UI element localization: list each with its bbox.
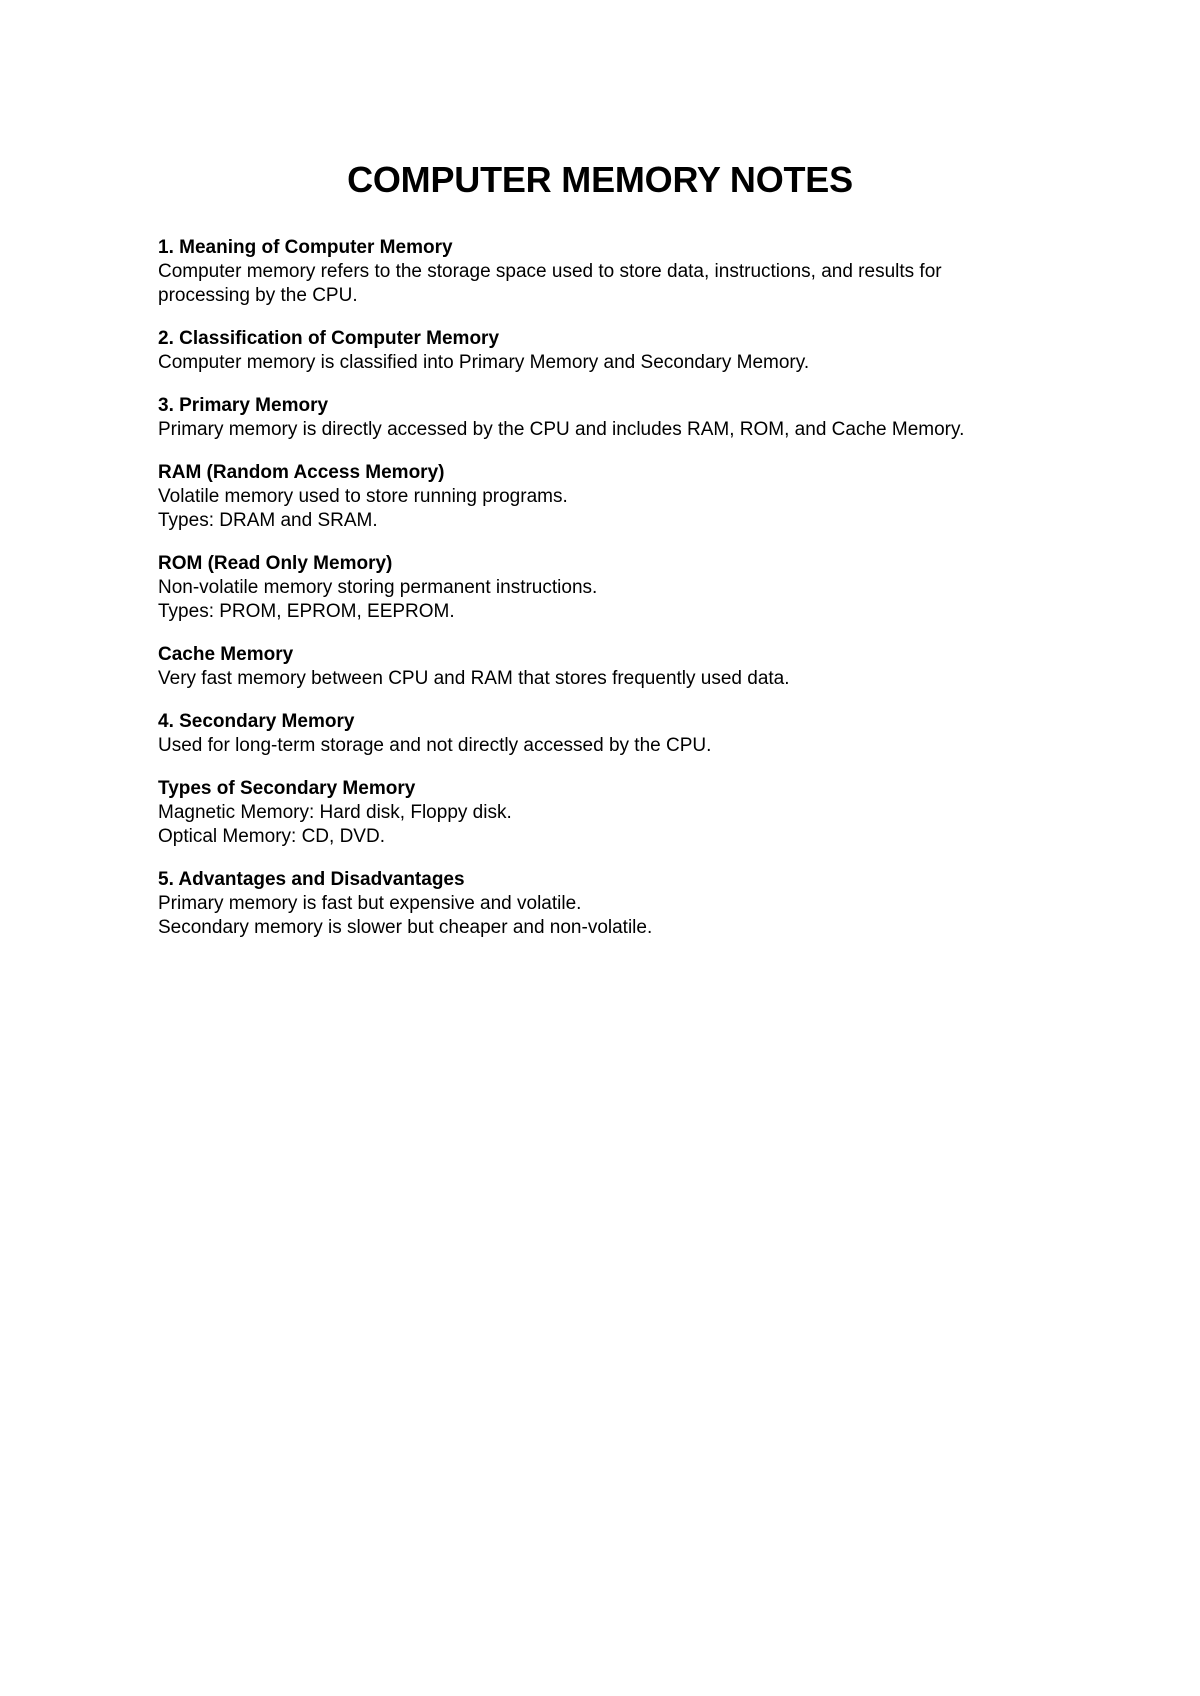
section-text: Computer memory refers to the storage space used to store data, instructions, and results for bbox=[158, 261, 942, 282]
section-heading: ROM (Read Only Memory) bbox=[158, 553, 393, 574]
section-primary-memory bbox=[158, 394, 1058, 442]
section-text: Primary memory is directly accessed by the CPU and includes RAM, ROM, and Cache Memory. bbox=[158, 419, 965, 440]
section-text: Used for long-term storage and not directly accessed by the CPU. bbox=[158, 735, 712, 756]
section-text: Types: PROM, EPROM, EEPROM. bbox=[158, 601, 455, 622]
section-classification bbox=[158, 327, 1058, 375]
section-text: Types: DRAM and SRAM. bbox=[158, 510, 378, 531]
section-text: Volatile memory used to store running programs. bbox=[158, 486, 568, 507]
section-secondary-memory bbox=[158, 710, 1058, 758]
section-heading: Types of Secondary Memory bbox=[158, 778, 416, 799]
section-heading: 3. Primary Memory bbox=[158, 395, 329, 416]
section-heading: 5. Advantages and Disadvantages bbox=[158, 869, 465, 890]
section-cache-memory bbox=[158, 643, 1058, 691]
section-text: processing by the CPU. bbox=[158, 285, 358, 306]
section-text: Secondary memory is slower but cheaper and non-volatile. bbox=[158, 917, 653, 938]
section-rom bbox=[158, 552, 1058, 624]
section-text: Optical Memory: CD, DVD. bbox=[158, 826, 385, 847]
section-text: Very fast memory between CPU and RAM that stores frequently used data. bbox=[158, 668, 790, 689]
section-ram bbox=[158, 461, 1058, 533]
section-text: Magnetic Memory: Hard disk, Floppy disk. bbox=[158, 802, 512, 823]
section-heading: RAM (Random Access Memory) bbox=[158, 462, 445, 483]
section-heading: 2. Classification of Computer Memory bbox=[158, 328, 500, 349]
section-meaning bbox=[158, 236, 1058, 308]
section-text: Computer memory is classified into Primary Memory and Secondary Memory. bbox=[158, 352, 810, 373]
section-heading: 1. Meaning of Computer Memory bbox=[158, 237, 453, 258]
section-advantages bbox=[158, 868, 1058, 940]
document-body bbox=[158, 236, 1058, 959]
section-text: Non-volatile memory storing permanent instructions. bbox=[158, 577, 598, 598]
section-types-secondary bbox=[158, 777, 1058, 849]
page-title: COMPUTER MEMORY NOTES bbox=[347, 159, 853, 200]
section-heading: 4. Secondary Memory bbox=[158, 711, 355, 732]
section-text: Primary memory is fast but expensive and volatile. bbox=[158, 893, 582, 914]
section-heading: Cache Memory bbox=[158, 644, 294, 665]
